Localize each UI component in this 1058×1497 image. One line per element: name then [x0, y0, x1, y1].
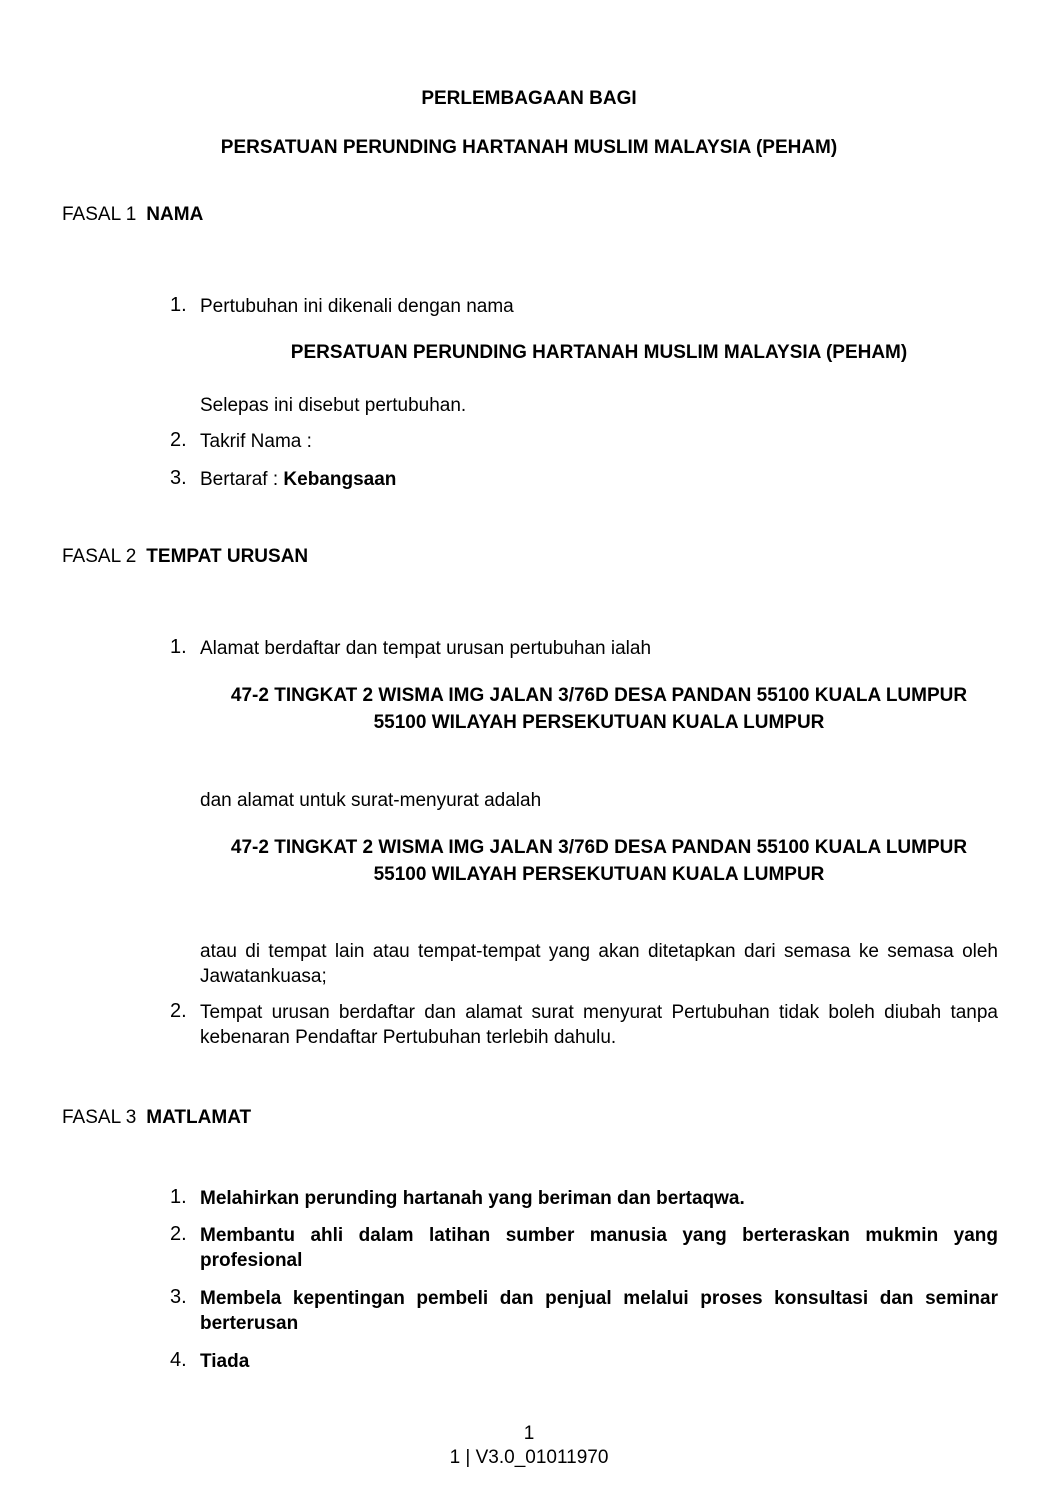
item-text: Tiada	[200, 1351, 250, 1372]
item-text: Alamat berdaftar dan tempat urusan pertubuhan ialah	[200, 638, 652, 659]
registered-address	[200, 682, 998, 736]
item-number: 3.	[170, 1286, 187, 1308]
address-line-2: 55100 WILAYAH PERSEKUTUAN KUALA LUMPUR	[373, 864, 825, 885]
fasal-3-heading	[62, 1107, 251, 1129]
item-number: 1.	[170, 1186, 187, 1208]
item-number: 1.	[170, 636, 187, 658]
other-location-text: atau di tempat lain atau tempat-tempat yang akan ditetapkan dari semasa ke semasa oleh Jawatankuasa;	[200, 941, 998, 987]
item-text: Tempat urusan berdaftar dan alamat surat menyurat Pertubuhan tidak boleh diubah tanpa kebenaran Pendaftar Pertubuhan terlebih dahulu.	[200, 1002, 998, 1048]
item-text: Takrif Nama :	[200, 431, 312, 452]
fasal-3-number: FASAL 3	[62, 1107, 137, 1128]
item-number: 1.	[170, 294, 187, 316]
fasal-2-heading	[62, 546, 308, 568]
item-number: 2.	[170, 429, 187, 451]
document-title: PERLEMBAGAAN BAGI	[421, 88, 637, 109]
item-text: Melahirkan perunding hartanah yang beriman dan bertaqwa.	[200, 1188, 745, 1209]
fasal-1-heading	[62, 204, 203, 226]
fasal-3-item-2	[170, 1223, 998, 1273]
fasal-3-item-4	[170, 1349, 998, 1374]
fasal-3-title: MATLAMAT	[146, 1107, 252, 1128]
fasal-1-after-text: Selepas ini disebut pertubuhan.	[200, 395, 467, 416]
item-text: Membantu ahli dalam latihan sumber manusia yang berteraskan mukmin yang profesional	[200, 1225, 998, 1271]
fasal-2-item-1	[170, 636, 998, 661]
mailing-address	[200, 834, 998, 888]
item-text: Membela kepentingan pembeli dan penjual melalui proses konsultasi dan seminar berterusan	[200, 1288, 998, 1334]
fasal-1-number: FASAL 1	[62, 204, 137, 225]
fasal-1-item-1	[170, 294, 998, 319]
item-value: Kebangsaan	[283, 469, 397, 490]
address-line-1: 47-2 TINGKAT 2 WISMA IMG JALAN 3/76D DESA PANDAN 55100 KUALA LUMPUR	[230, 837, 968, 858]
org-name: PERSATUAN PERUNDING HARTANAH MUSLIM MALAYSIA (PEHAM)	[290, 342, 908, 363]
item-number: 2.	[170, 1000, 187, 1022]
fasal-3-item-1	[170, 1186, 998, 1211]
mailing-text: dan alamat untuk surat-menyurat adalah	[200, 790, 542, 811]
address-line-2: 55100 WILAYAH PERSEKUTUAN KUALA LUMPUR	[373, 712, 825, 733]
item-text: Pertubuhan ini dikenali dengan nama	[200, 296, 514, 317]
item-number: 2.	[170, 1223, 187, 1245]
fasal-2-number: FASAL 2	[62, 546, 137, 567]
item-number: 3.	[170, 467, 187, 489]
item-label: Bertaraf :	[200, 469, 284, 490]
item-number: 4.	[170, 1349, 187, 1371]
address-line-1: 47-2 TINGKAT 2 WISMA IMG JALAN 3/76D DESA PANDAN 55100 KUALA LUMPUR	[230, 685, 968, 706]
fasal-1-item-3	[170, 467, 998, 492]
item-text	[200, 467, 998, 492]
organization-title: PERSATUAN PERUNDING HARTANAH MUSLIM MALAYSIA (PEHAM)	[220, 137, 838, 158]
version-footer: 1 | V3.0_01011970	[449, 1447, 609, 1468]
fasal-2-item-2	[170, 1000, 998, 1050]
fasal-3-item-3	[170, 1286, 998, 1336]
fasal-1-item-2	[170, 429, 998, 454]
fasal-2-title: TEMPAT URUSAN	[146, 546, 309, 567]
page-number: 1	[523, 1423, 535, 1444]
fasal-1-title: NAMA	[146, 204, 204, 225]
